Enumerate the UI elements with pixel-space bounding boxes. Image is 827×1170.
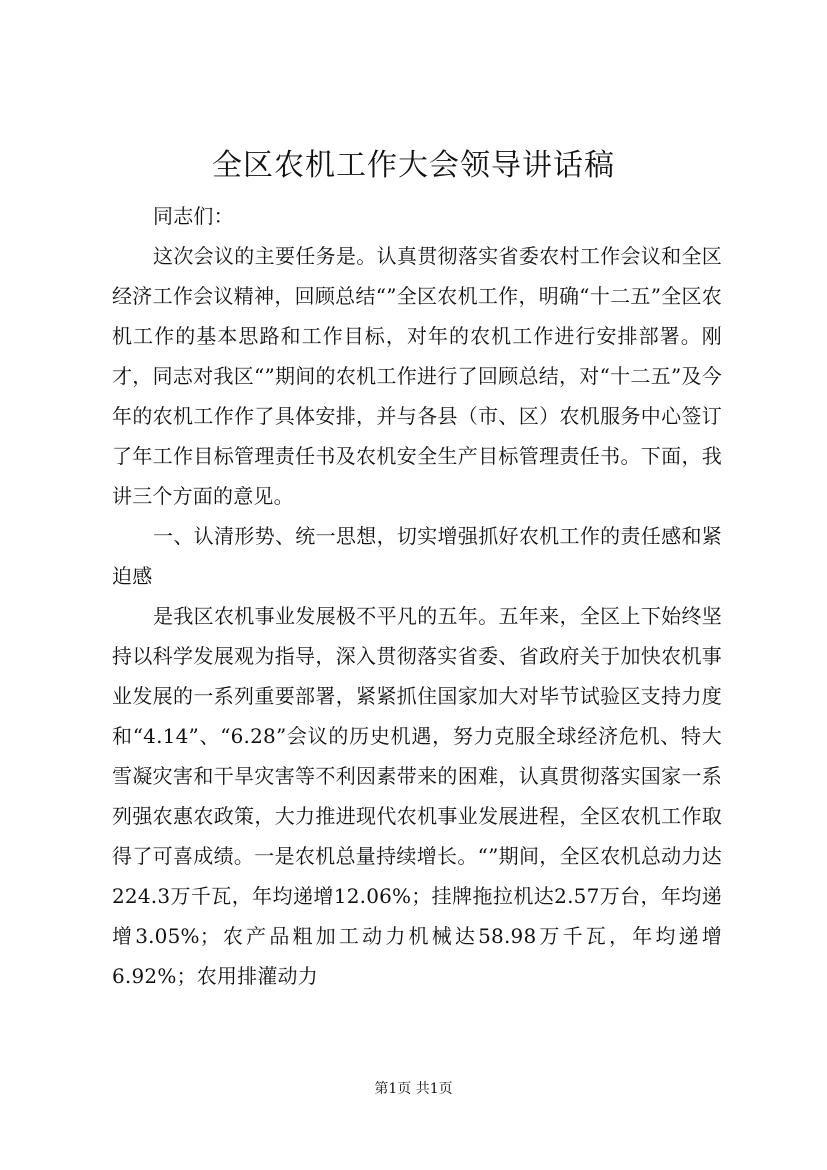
greeting: 同志们： [153,204,234,228]
section-heading-1: 一、认清形势、统一思想，切实增强抓好农机工作的责任感和紧迫感 [112,524,722,588]
paragraph-achievements: 是我区农机事业发展极不平凡的五年。五年来，全区上下始终坚持以科学发展观为指导，深入贯彻落实省委、省政府关于加快农机事业发展的一系列重要部署，紧紧抓住国家加大对毕节试验区支持力度和“4.14”、“6.28”会议的历史机遇，努力克服全球经济危机、特大雪凝灾害和干旱灾害等不利因素带来的困难，认真贯彻落实国家一系列强农惠农政策，大力推进现代农机事业发展进程，全区农机工作取得了可喜成绩。一是农机总量持续增长。“”期间，全区农机总动力达224.3万千瓦，年均递增12.06%；挂牌拖拉机达2.57万台，年均递增3.05%；农产品粗加工动力机械达58.98万千瓦，年均递增6.92%；农用排灌动力 [112,604,722,988]
document-title: 全区农机工作大会领导讲话稿 [212,148,615,183]
paragraph-intro: 这次会议的主要任务是。认真贯彻落实省委农村工作会议和全区经济工作会议精神，回顾总结“”全区农机工作，明确“十二五”全区农机工作的基本思路和工作目标，对年的农机工作进行安排部署。刚才，同志对我区“”期间的农机工作进行了回顾总结，对“十二五”及今年的农机工作作了具体安排，并与各县（市、区）农机服务中心签订了年工作目标管理责任书及农机安全生产目标管理责任书。下面，我讲三个方面的意见。 [112,244,722,508]
page-footer: 第1页 共1页 [374,1081,453,1097]
document-body [112,196,722,996]
